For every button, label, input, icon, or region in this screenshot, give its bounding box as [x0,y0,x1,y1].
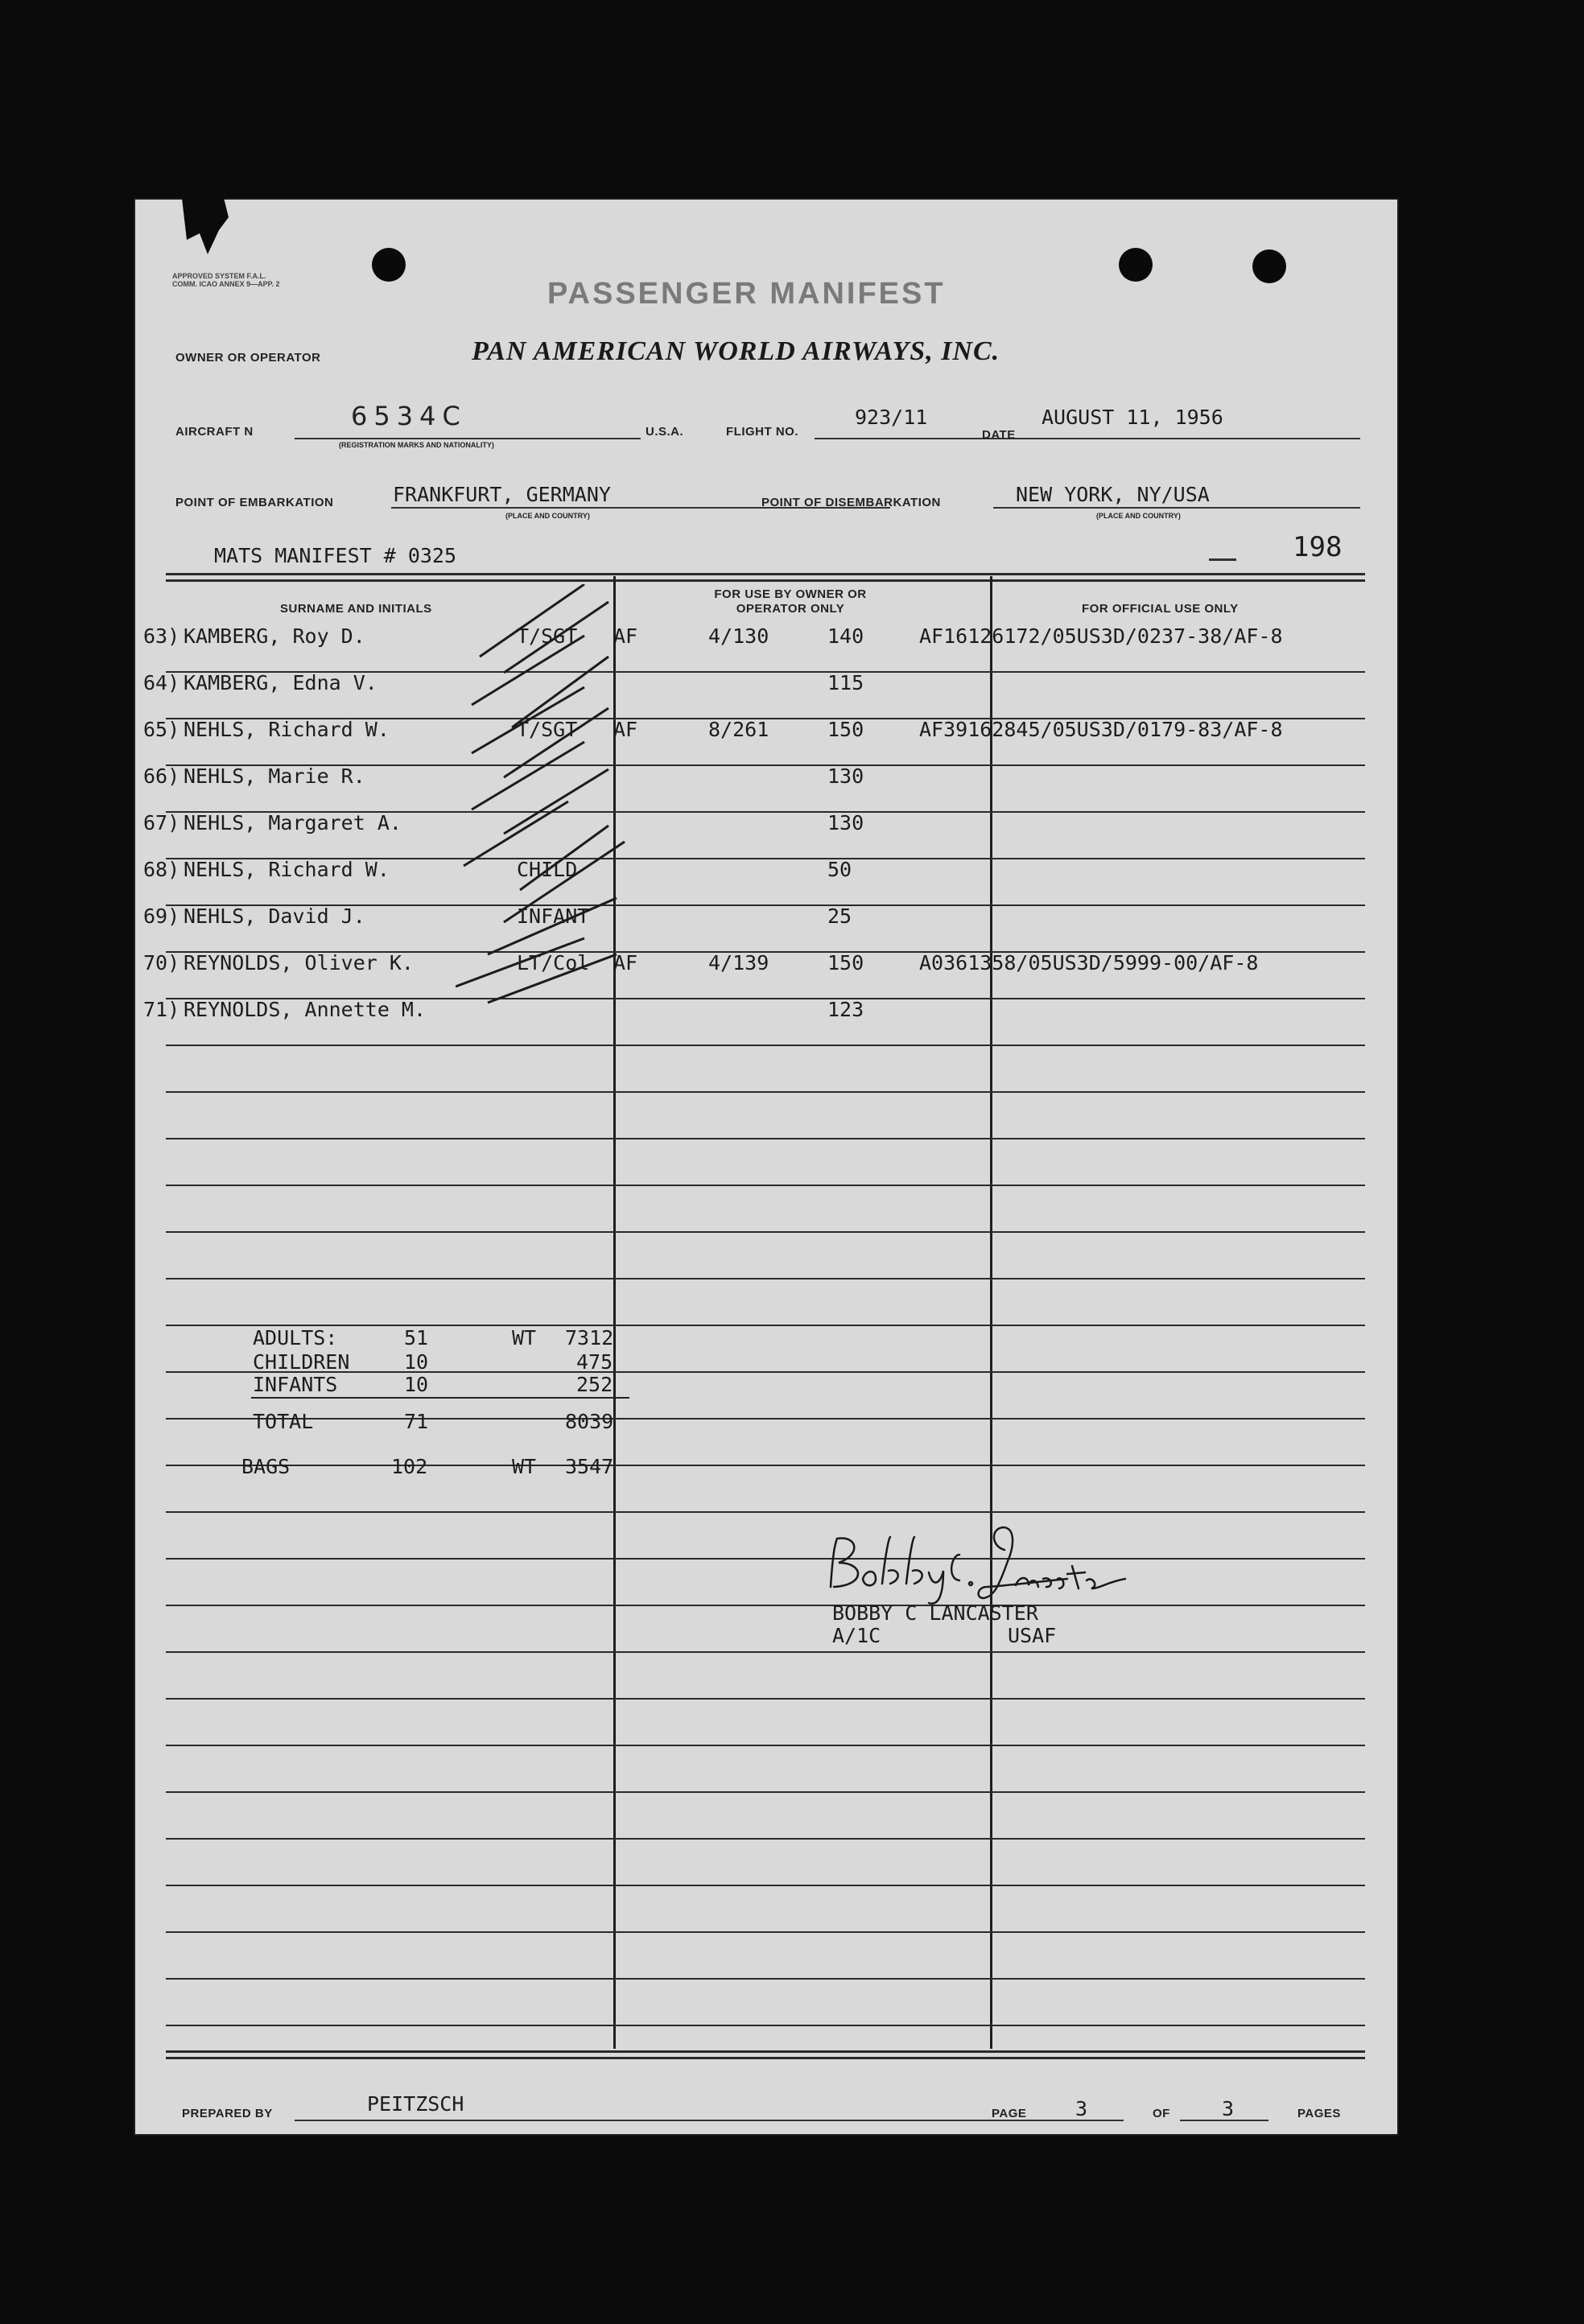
embark-label: POINT OF EMBARKATION [175,496,334,509]
bags-wt-label: WT [512,1455,537,1478]
embark-place-note: (PLACE AND COUNTRY) [505,512,590,520]
cell-no: 65) [143,718,180,741]
col-header-owner: FOR USE BY OWNER OR OPERATOR ONLY [714,587,867,616]
table-top-rule [166,579,1365,582]
column-divider [990,576,992,2049]
children-weight: 475 [576,1350,613,1374]
cell-no: 67) [143,811,180,834]
of-value: 3 [1222,2097,1235,2120]
check-marks [456,584,665,1228]
cell-wt: 115 [827,671,864,694]
cell-wt: 150 [827,951,864,975]
cell-no: 68) [143,858,180,881]
col-header-official: FOR OFFICIAL USE ONLY [1082,602,1239,616]
flight-label: FLIGHT NO. [726,425,798,439]
usa-label: U.S.A. [646,425,684,439]
aircraft-value: 6534C [351,401,467,431]
cell-name: NEHLS, Marie R. [184,764,365,788]
adults-label: ADULTS: [253,1326,338,1349]
cell-no: 71) [143,998,180,1021]
cell-no: 66) [143,764,180,788]
cell-no: 69) [143,904,180,928]
row-rule [166,1838,1365,1840]
mats-manifest: MATS MANIFEST # 0325 [214,544,457,567]
cell-grade: T/SGT [517,624,578,648]
manifest-sheet [134,198,1399,2136]
page-underline [1033,2120,1114,2121]
cell-official: AF39162845/05US3D/0179-83/AF-8 [919,718,1283,741]
cell-code: 8/261 [708,718,769,741]
total-label: TOTAL [253,1410,314,1433]
cell-wt: 130 [827,764,864,788]
date-label: DATE [982,428,1016,442]
infants-count: 10 [404,1373,429,1396]
cell-name: REYNOLDS, Annette M. [184,998,427,1021]
aircraft-label: AIRCRAFT N [175,425,254,439]
children-count: 10 [404,1350,429,1374]
flight-value: 923/11 [855,406,928,429]
infants-weight: 252 [576,1373,613,1396]
row-rule [166,1231,1365,1233]
cell-name: NEHLS, Richard W. [184,858,390,881]
cell-grade: LT/Col [517,951,590,975]
signer-service: USAF [1008,1624,1057,1647]
adults-count: 51 [404,1326,429,1349]
row-rule [166,1138,1365,1139]
row-rule [166,1418,1365,1420]
cell-wt: 140 [827,624,864,648]
table-bottom-rule [166,2057,1365,2059]
cell-no: 64) [143,671,180,694]
cell-code: 4/139 [708,951,769,975]
dash-mark [1209,558,1236,561]
cell-wt: 50 [827,858,852,881]
children-label: CHILDREN [253,1350,350,1374]
cell-grade: CHILD [517,858,578,881]
row-rule [166,1605,1365,1606]
row-rule [166,2025,1365,2026]
torn-corner-mark [175,198,232,262]
cell-grade: T/SGT [517,718,578,741]
disembark-underline [993,507,1360,509]
signer-name: BOBBY C LANCASTER [832,1601,1038,1625]
row-rule [166,1745,1365,1746]
row-rule [166,1698,1365,1700]
cell-wt: 130 [827,811,864,834]
date-underline [1022,438,1360,439]
owner-label: OWNER OR OPERATOR [175,351,321,365]
disembark-label: POINT OF DISEMBARKATION [761,496,941,509]
of-label: OF [1153,2107,1170,2120]
col-header-surname: SURNAME AND INITIALS [280,602,432,616]
row-rule [166,1278,1365,1279]
approval-note: APPROVED SYSTEM F.A.L. COMM. ICAO ANNEX 9—APP. 2 [172,272,280,288]
disembark-place-note: (PLACE AND COUNTRY) [1096,512,1181,520]
prepared-label: PREPARED BY [182,2107,273,2120]
row-rule [166,1465,1365,1466]
cell-svc: AF [613,624,638,648]
total-weight: 8039 [565,1410,614,1433]
cell-name: NEHLS, David J. [184,904,365,928]
row-rule [166,1931,1365,1933]
row-rule [166,1045,1365,1046]
cell-wt: 150 [827,718,864,741]
cell-svc: AF [613,718,638,741]
cell-wt: 25 [827,904,852,928]
row-rule [166,1511,1365,1513]
table-top-rule [166,573,1365,575]
cell-official: AF16126172/05US3D/0237-38/AF-8 [919,624,1283,648]
page-label: PAGE [992,2107,1027,2120]
row-rule [166,1185,1365,1186]
prepared-value: PEITZSCH [367,2092,464,2116]
cell-name: KAMBERG, Edna V. [184,671,377,694]
embark-value: FRANKFURT, GERMANY [393,483,611,506]
cell-no: 70) [143,951,180,975]
cell-name: NEHLS, Richard W. [184,718,390,741]
cell-grade: INFANT [517,904,590,928]
signer-rank: A/1C [832,1624,881,1647]
cell-code: 4/130 [708,624,769,648]
row-rule [166,1651,1365,1653]
page-value: 3 [1075,2097,1088,2120]
aircraft-underline [295,438,641,439]
punch-hole [1119,248,1153,282]
row-rule [166,1791,1365,1793]
cell-wt: 123 [827,998,864,1021]
total-count: 71 [404,1410,429,1433]
row-rule [166,1885,1365,1886]
cell-name: NEHLS, Margaret A. [184,811,402,834]
punch-hole [1252,249,1286,283]
cell-official: A0361358/05US3D/5999-00/AF-8 [919,951,1259,975]
sheet-number: 198 [1293,531,1343,563]
bags-label: BAGS [241,1455,291,1478]
row-rule [166,1978,1365,1980]
adults-weight: 7312 [565,1326,614,1349]
disembark-value: NEW YORK, NY/USA [1016,483,1210,506]
registration-note: (REGISTRATION MARKS AND NATIONALITY) [339,441,494,449]
totals-underline [251,1397,629,1399]
punch-hole [372,248,406,282]
operator-name: PAN AMERICAN WORLD AIRWAYS, INC. [472,336,1000,366]
bags-weight: 3547 [565,1455,614,1478]
table-bottom-rule [166,2050,1365,2053]
date-value: AUGUST 11, 1956 [1042,406,1223,429]
bags-count: 102 [391,1455,428,1478]
handwritten-signature [826,1523,1132,1611]
cell-svc: AF [613,951,638,975]
cell-name: REYNOLDS, Oliver K. [184,951,414,975]
row-rule [166,1325,1365,1326]
pages-label: PAGES [1297,2107,1341,2120]
wt-label: WT [512,1326,537,1349]
row-rule [166,1091,1365,1093]
infants-label: INFANTS [253,1373,338,1396]
row-rule [166,1558,1365,1560]
cell-no: 63) [143,624,180,648]
form-title: PASSENGER MANIFEST [547,277,946,311]
cell-name: KAMBERG, Roy D. [184,624,365,648]
